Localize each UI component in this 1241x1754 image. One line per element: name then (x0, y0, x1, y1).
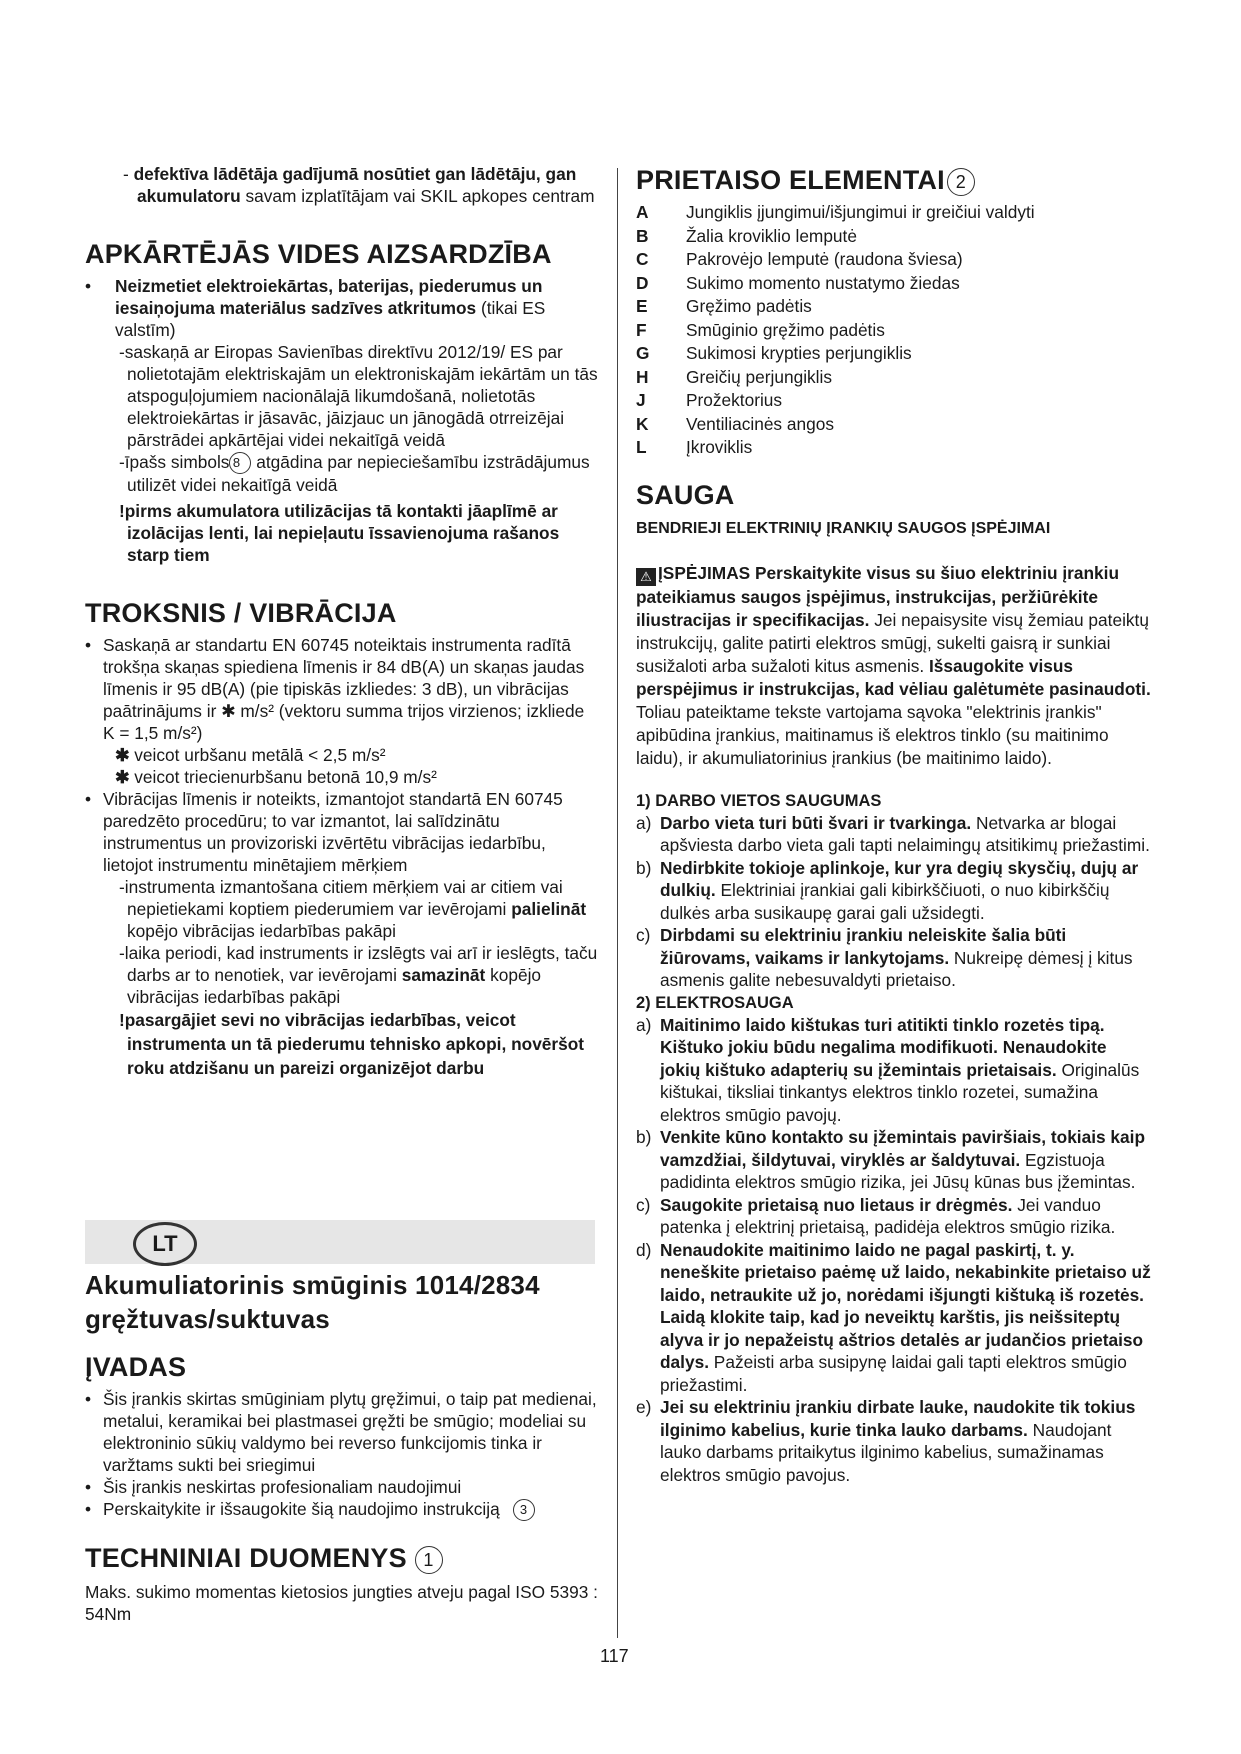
left-lower-column (85, 1268, 600, 1625)
env-sub1: -saskaņā ar Eiropas Savienības direktīvu 2012/19/ ES par nolietotajām elektriskajām un elektroniskajām iekārtām un tās atspoguļojumiem nacionālajā likumdošanā, nolietotās elektroiekārtas ir jāsavāc, jāizjauc un jānogādā otrreizējai pārstrādei apkārtējai videi nekaitīgā veidā (119, 342, 598, 450)
noise-sub-2-b: kopējo vibrācijas iedarbības pakāpi (127, 965, 542, 1008)
safety-item (636, 1396, 1151, 1486)
noise-bullet-2 (85, 788, 600, 876)
safety-item (636, 857, 1151, 925)
product-title: Akumuliatorinis smūginis 1014/2834 gręžtuvas/suktuvas (85, 1270, 540, 1334)
component-text: Smūginio gręžimo padėtis (686, 319, 885, 340)
component-letter: A (636, 202, 649, 222)
component-text: Ventiliacinės angos (686, 413, 834, 434)
warning-bold: ĮSPĖJIMAS Perskaitykite visus su šiuo elektriniu įrankiu pateikiamus saugos įspėjimus, instrukcijas, peržiūrėkite iliustracijas ir specifikacijas. (636, 562, 1120, 630)
component-letter: D (636, 272, 649, 293)
safety-item-label: c) (636, 925, 651, 945)
safety-item-body (660, 812, 1151, 857)
component-item (636, 389, 1151, 413)
asterisk-icon: ✱ (115, 767, 135, 788)
charger-dash-bold: defektīva lādētāja gadījumā nosūtiet gan lādētāju, gan akumulatoru (133, 164, 577, 206)
env-heading: APKĀRTĒJĀS VIDES AIZSARDZĪBA (85, 239, 552, 269)
noise-bullet-1 (85, 634, 600, 744)
noise-sub-1-a: -instrumenta izmantošana citiem mērķiem vai ar citiem vai nepietiekami koptiem piederumiem var ievērojami (119, 877, 563, 920)
elements-heading (636, 163, 1151, 197)
safety-item-label: d) (636, 1239, 652, 1260)
component-item (636, 366, 1151, 390)
safety-item-text: Jei vanduo patenka į elektrinį prietaisą, padidėja elektros smūgio rizika. (660, 1194, 1116, 1237)
elements-heading-text: PRIETAISO ELEMENTAI (636, 165, 945, 195)
safety-item-text: Nukreipę dėmesį į kitus asmenis galite nebesuvaldyti prietaiso. (660, 947, 1133, 990)
component-letter: H (636, 366, 649, 387)
noise-sub-2-a: -laika periodi, kad instruments ir izslēgts vai arī ir ieslēgts, taču darbs ar to nenotiek, var ievērojami (119, 943, 598, 986)
noise-bullet-1-text: Saskaņā ar standartu EN 60745 noteiktais instrumenta radītā trokšņa skaņas spiediena līmenis ir 84 dB(A) un skaņas jaudas līmenis ir 95 dB(A) (pie tipiskās izkliedes: 3 dB), un vibrācijas paātrinājums ir ✱ m/s² (vektoru summa trijos virzienos; izkliede K = 1,5 m/s²) (103, 635, 585, 744)
component-item (636, 272, 1151, 296)
env-sub2-b: atgādina par nepieciešamību izstrādājumus utilizēt videi nekaitīgā veidā (127, 452, 590, 496)
safety-item-bold: Nedirbkite tokioje aplinkoje, kur yra degių skysčių, dujų ar dulkių. (660, 857, 1139, 900)
safety-item-label: a) (636, 812, 652, 833)
safety-item-text: Elektriniai įrankiai gali kibirkščiuoti, o nuo kibirkščių dulkės arba susikaupę garai gali užsidegti. (660, 880, 1110, 923)
safety-item-label: b) (636, 857, 652, 878)
safety-item-bold: Maitinimo laido kištukas turi atitikti tinklo rozetės tipą. Kištuko jokiu būdu negalima modifikuoti. Nenaudokite jokių kištuko adapterių su įžemintais prietaisais. (660, 1014, 1107, 1080)
env-sub2-a: -īpašs simbols (119, 452, 230, 472)
right-column (636, 163, 1151, 1486)
env-bullet-text: (tikai ES valstīm) (115, 298, 546, 340)
safety-item-body (660, 1396, 1151, 1486)
intro-bullet-3 (85, 1498, 600, 1521)
safety-heading: SAUGA (636, 479, 735, 510)
component-letter: E (636, 296, 648, 316)
noise-bullet-2-text: Vibrācijas līmenis ir noteikts, izmantojot standartā EN 60745 paredzēto procedūru; to var izmantot, lai salīdzinātu instrumentus un provizoriski izvērtētu vibrācijas iedarbību, lietojot instrumentu minētajiem mērķiem (103, 789, 563, 876)
env-warning: !pirms akumulatora utilizācijas tā kontakti jāaplīmē ar izolācijas lenti, lai nepieļautu īssavienojuma rašanos starp tiem (119, 501, 560, 566)
safety-item-bold: Dirbdami su elektriniu įrankiu neleiskite šalia būti žiūrovams, vaikams ir lankytojams. (660, 925, 1067, 968)
safety-item (636, 1239, 1151, 1397)
noise-sub-1 (85, 876, 600, 942)
safety-item (636, 924, 1151, 992)
noise-star-2-text: veicot triecienurbšanu betonā 10,9 m/s² (134, 767, 437, 788)
warning-triangle-icon: ⚠ (636, 568, 656, 586)
component-letter: C (636, 249, 649, 269)
intro-heading: ĮVADAS (85, 1352, 187, 1382)
component-item (636, 413, 1151, 437)
component-item (636, 225, 1151, 249)
section-1-list (636, 812, 1151, 992)
asterisk-icon: ✱ (115, 745, 135, 766)
figure-3-icon: 3 (513, 1499, 535, 1521)
noise-sub-2 (85, 942, 600, 1008)
safety-item-label: c) (636, 1194, 651, 1215)
safety-item-text: Naudojant lauko darbams pritaikytus ilginimo kabelius, sumažinamas elektros smūgio pavojus. (660, 1419, 1112, 1485)
language-badge: LT (133, 1222, 197, 1266)
safety-item-body (660, 1014, 1151, 1127)
safety-item-text: Pažeisti arba susipynę laidai gali tapti elektros smūgio priežastimi. (660, 1352, 1127, 1395)
charger-dash-text: savam izplatītājam vai SKIL apkopes centram (240, 186, 595, 206)
component-text: Sukimosi krypties perjungiklis (686, 343, 912, 363)
intro-bullet-1-text: Šis įrankis skirtas smūginiam plytų gręžimui, o taip pat medienai, metalui, keramikai bei plastmasei gręžti be smūgio; modeliai su elektroninio sūkių valdymo bei reverso funkcijomis tinka ir varžtams sukti bei sriegimui (103, 1389, 597, 1475)
safety-item-body (660, 1239, 1151, 1397)
components-list (636, 201, 1151, 460)
column-divider (617, 168, 618, 1638)
safety-item-label: a) (636, 1014, 652, 1035)
safety-item (636, 812, 1151, 857)
page-number: 117 (600, 1646, 629, 1666)
intro-bullet-3-text: Perskaitykite ir išsaugokite šią naudojimo instrukciją (103, 1499, 500, 1519)
safety-item-label: b) (636, 1127, 652, 1147)
safety-item-body (660, 924, 1151, 992)
intro-bullet-2 (85, 1476, 600, 1498)
figure-1-icon: 1 (415, 1546, 443, 1574)
component-item (636, 295, 1151, 319)
safety-item-bold: Jei su elektriniu įrankiu dirbate lauke, naudokite tik tokius ilginimo kabelius, kurie tinka lauko darbams. (660, 1397, 1136, 1440)
noise-heading: TROKSNIS / VIBRĀCIJA (85, 598, 397, 629)
component-text: Sukimo momento nustatymo žiedas (686, 272, 960, 293)
safety-subheading: BENDRIEJI ELEKTRINIŲ ĮRANKIŲ SAUGOS ĮSPĖJIMAI (636, 519, 1051, 537)
section-2-heading: 2) ELEKTROSAUGA (636, 993, 794, 1012)
component-text: Gręžimo padėtis (686, 296, 812, 316)
safety-item-text: Egzistuoja padidinta elektros smūgio rizika, jei Jūsų kūnas bus įžemintas. (660, 1149, 1136, 1192)
safety-item-body (660, 1194, 1151, 1239)
safety-item-bold: Venkite kūno kontakto su įžemintais paviršiais, tokiais kaip vamzdžiai, šildytuvai, viryklės ar šaldytuvai. (660, 1127, 1146, 1170)
warning-text-2: Toliau pateiktame tekste vartojama sąvoka "elektrinis įrankis" apibūdina įrankius, maitinamus iš elektros tinklo (su maitinimo laidu), ir akumuliatorinius įrankius (be maitinimo laido). (636, 701, 1109, 768)
component-text: Įkroviklis (686, 437, 753, 457)
noise-sub-2-bold: samazināt (401, 965, 486, 986)
safety-item (636, 1014, 1151, 1127)
general-warning (636, 562, 1151, 770)
safety-item-body (660, 857, 1151, 925)
component-letter: G (636, 343, 650, 363)
noise-star-2 (85, 766, 600, 788)
component-item (636, 201, 1151, 225)
left-column (85, 163, 600, 1080)
component-text: Žalia kroviklio lemputė (686, 225, 857, 246)
safety-item (636, 1194, 1151, 1239)
intro-bullet-1 (85, 1388, 600, 1476)
safety-item-text: Originalūs kištukai, tiksliai tinkantys elektros tinklo rozetei, sumažina elektros smūgio pavojų. (660, 1059, 1140, 1125)
section-2-list (636, 1014, 1151, 1487)
safety-item-text: Netvarka ar blogai apšviesta darbo vieta gali tapti nelaimingų atsitikimų priežastimi. (660, 812, 1150, 855)
component-letter: L (636, 437, 647, 457)
component-letter: K (636, 413, 649, 434)
warning-bold-2: Išsaugokite visus perspėjimus ir instrukcijas, kad vėliau galėtumėte pasinaudoti. (636, 655, 1151, 699)
component-item (636, 436, 1151, 460)
symbol-8-icon: 8 (229, 452, 251, 474)
component-text: Prožektorius (686, 390, 783, 410)
safety-item-bold: Nenaudokite maitinimo laido ne pagal paskirtį, t. y. neneškite prietaiso paėmę už laido, nekabinkite prietaiso už laido, netraukite už jo, norėdami išjungti kištuką iš rozetės. Laidą klokite taip, kad jo neveiktų karštis, jis neišsiteptų alyva ir jo nepažeistų aštrios detalės ar judančios prietaiso dalys. (660, 1239, 1151, 1372)
component-item (636, 248, 1151, 272)
safety-item-body (660, 1126, 1151, 1194)
component-item (636, 342, 1151, 366)
intro-bullet-2-text: Šis įrankis neskirtas profesionaliam naudojimui (103, 1477, 462, 1497)
noise-sub-1-b: kopējo vibrācijas iedarbības pakāpi (127, 921, 396, 942)
component-text: Jungiklis įjungimui/išjungimui ir greičiui valdyti (686, 202, 1035, 222)
component-text: Pakrovėjo lemputė (raudona šviesa) (686, 249, 963, 269)
env-bullet (85, 275, 600, 341)
noise-star-1-text: veicot urbšanu metālā < 2,5 m/s² (134, 745, 386, 766)
safety-item-label: e) (636, 1397, 652, 1417)
noise-warning: !pasargājiet sevi no vibrācijas iedarbības, veicot instrumenta un tā piederumu tehnisko apkopi, novēršot roku atdzišanu un pareizi organizējot darbu (119, 1010, 585, 1079)
env-bullet-bold: Neizmetiet elektroiekārtas, baterijas, piederumus un iesaiņojuma materiālus sadzīves atkritumos (115, 276, 543, 318)
tech-heading-text: TECHNINIAI DUOMENYS (85, 1543, 407, 1574)
charger-dash-item: - defektīva lādētāja gadījumā nosūtiet gan lādētāju, gan akumulatoru savam izplatītājam vai SKIL apkopes centram (123, 164, 595, 206)
figure-2-icon: 2 (947, 168, 975, 196)
section-1-heading: 1) DARBO VIETOS SAUGUMAS (636, 791, 882, 810)
noise-star-1 (85, 744, 600, 766)
env-sub2 (85, 451, 600, 496)
noise-sub-1-bold: palielināt (511, 899, 587, 920)
component-letter: F (636, 319, 647, 340)
component-letter: B (636, 225, 649, 246)
safety-item (636, 1126, 1151, 1194)
safety-item-bold: Saugokite prietaisą nuo lietaus ir drėgmės. (660, 1194, 1013, 1215)
safety-item-bold: Darbo vieta turi būti švari ir tvarkinga. (660, 812, 972, 833)
tech-text: Maks. sukimo momentas kietosios jungties atveju pagal ISO 5393 : 54Nm (85, 1582, 598, 1625)
component-text: Greičių perjungiklis (686, 366, 832, 387)
component-letter: J (636, 390, 646, 410)
tech-heading (85, 1541, 600, 1575)
warning-text-1: Jei nepaisysite visų žemiau pateiktų instrukcijų, galite patirti elektros smūgį, sukelti gaisrą ir sunkiai susižaloti arba sužaloti kitus asmenis. (636, 609, 1149, 676)
component-item (636, 319, 1151, 343)
